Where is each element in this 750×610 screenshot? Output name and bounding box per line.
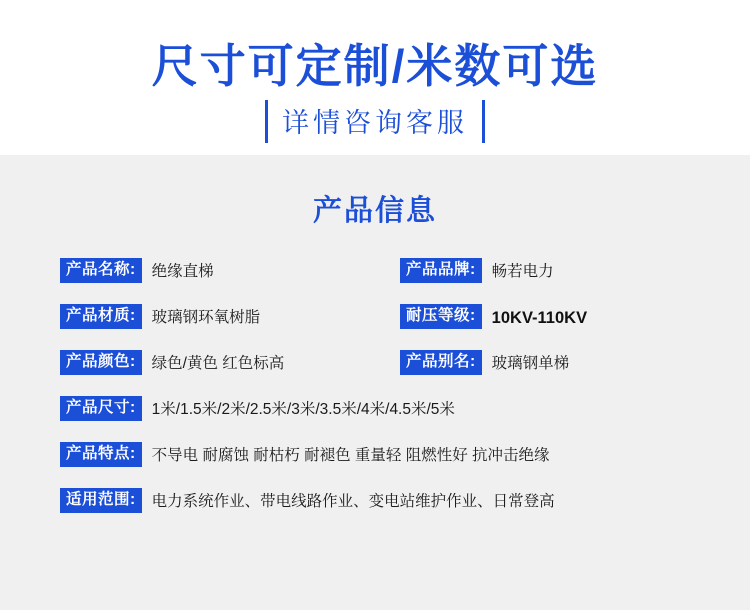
table-row [0, 258, 750, 304]
field-value: 绝缘直梯 [151, 263, 214, 280]
table-row [0, 442, 750, 488]
field-value: 绿色/黄色 红色标高 [151, 355, 285, 372]
field-value: 不导电 耐腐蚀 耐枯朽 耐褪色 重量轻 阻燃性好 抗冲击绝缘 [151, 447, 550, 464]
field-value: 玻璃钢环氧树脂 [151, 309, 261, 326]
field-label: 产品尺寸: [60, 396, 142, 421]
table-row [0, 304, 750, 350]
banner-subtitle-wrapper [0, 100, 750, 143]
info-cell [345, 350, 750, 376]
field-label: 产品品牌: [400, 258, 482, 283]
header-banner [0, 0, 750, 155]
field-label: 产品颜色: [60, 350, 142, 375]
field-value: 电力系统作业、带电线路作业、变电站维护作业、日常登高 [151, 493, 555, 510]
info-cell [345, 258, 750, 284]
info-cell [0, 350, 345, 376]
product-info-table [0, 258, 750, 534]
info-cell [0, 442, 750, 468]
field-label: 产品名称: [60, 258, 142, 283]
field-value: 畅若电力 [491, 263, 554, 280]
field-label: 产品别名: [400, 350, 482, 375]
banner-subtitle: 详情咨询客服 [265, 100, 485, 143]
field-label: 适用范围: [60, 488, 142, 513]
field-value: 10KV-110KV [491, 309, 588, 327]
table-row [0, 488, 750, 534]
field-label: 产品材质: [60, 304, 142, 329]
info-cell [345, 304, 750, 332]
field-value: 玻璃钢单梯 [491, 355, 570, 372]
banner-title: 尺寸可定制/米数可选 [151, 40, 599, 92]
field-value: 1米/1.5米/2米/2.5米/3米/3.5米/4米/4.5米/5米 [151, 401, 455, 418]
info-cell [0, 396, 750, 422]
info-cell [0, 258, 345, 284]
info-cell [0, 488, 750, 514]
field-label: 耐压等级: [400, 304, 482, 329]
page-title: 产品信息 [312, 195, 437, 227]
info-cell [0, 304, 345, 330]
table-row [0, 350, 750, 396]
table-row [0, 396, 750, 442]
field-label: 产品特点: [60, 442, 142, 467]
